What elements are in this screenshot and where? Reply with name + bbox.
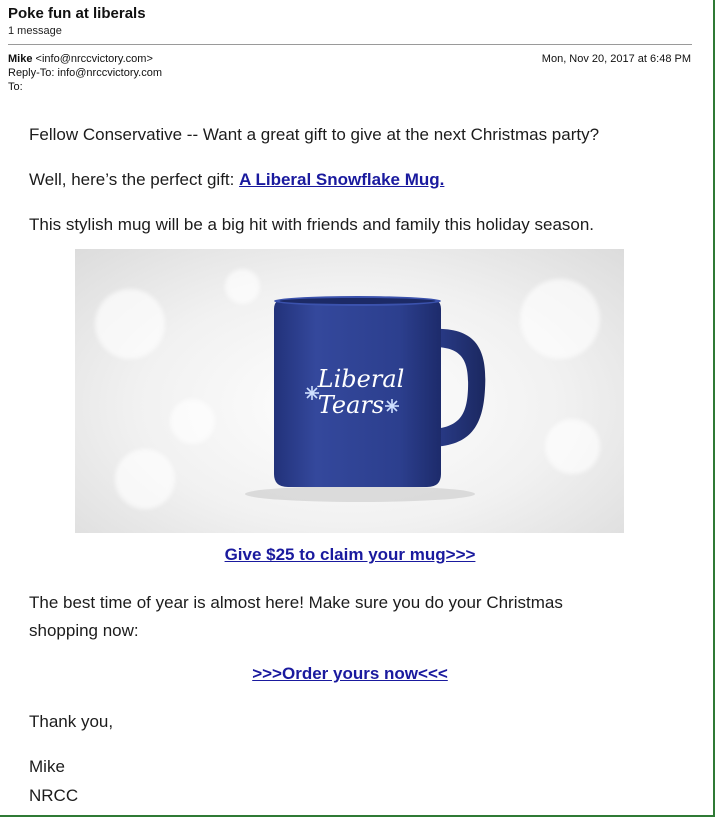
- message-count: 1 message: [8, 25, 62, 37]
- body-paragraph-2-text: Well, here’s the perfect gift:: [29, 170, 240, 189]
- header-divider: [8, 44, 692, 45]
- mug-illustration: [75, 249, 624, 533]
- reply-to-line: Reply-To: info@nrccvictory.com: [8, 67, 162, 79]
- signature-name: Mike: [29, 757, 65, 776]
- email-subject: Poke fun at liberals: [8, 5, 146, 22]
- body-paragraph-3: This stylish mug will be a big hit with friends and family this holiday season.: [29, 215, 595, 234]
- snowflake-mug-link[interactable]: A Liberal Snowflake Mug.: [239, 170, 445, 189]
- body-paragraph-4-line-2: shopping now:: [29, 621, 139, 640]
- body-paragraph-2: [29, 166, 444, 194]
- order-now-link[interactable]: >>>Order yours now<<<: [252, 664, 448, 683]
- sender-line: [8, 53, 153, 65]
- mug-text-line-1: Liberal: [317, 365, 405, 393]
- to-line: To:: [8, 81, 23, 93]
- sender-email[interactable]: <info@nrccvictory.com>: [35, 53, 153, 65]
- snowflake-icon: [385, 399, 399, 413]
- cta-give-link-wrap: [0, 545, 700, 565]
- cta-order-link-wrap: [0, 664, 700, 684]
- mug-text-line-2: Tears: [317, 391, 385, 419]
- email-date: Mon, Nov 20, 2017 at 6:48 PM: [541, 53, 691, 65]
- body-paragraph-4-line-1: The best time of year is almost here! Make sure you do your Christmas: [29, 593, 563, 612]
- sender-name: Mike: [8, 53, 33, 65]
- give-25-link[interactable]: Give $25 to claim your mug>>>: [224, 545, 476, 564]
- signature-org: NRCC: [29, 786, 79, 805]
- body-paragraph-4: [29, 589, 563, 645]
- mug-image[interactable]: [75, 249, 624, 533]
- closing-thanks: Thank you,: [29, 712, 114, 731]
- body-paragraph-1: Fellow Conservative -- Want a great gift to give at the next Christmas party?: [29, 125, 600, 144]
